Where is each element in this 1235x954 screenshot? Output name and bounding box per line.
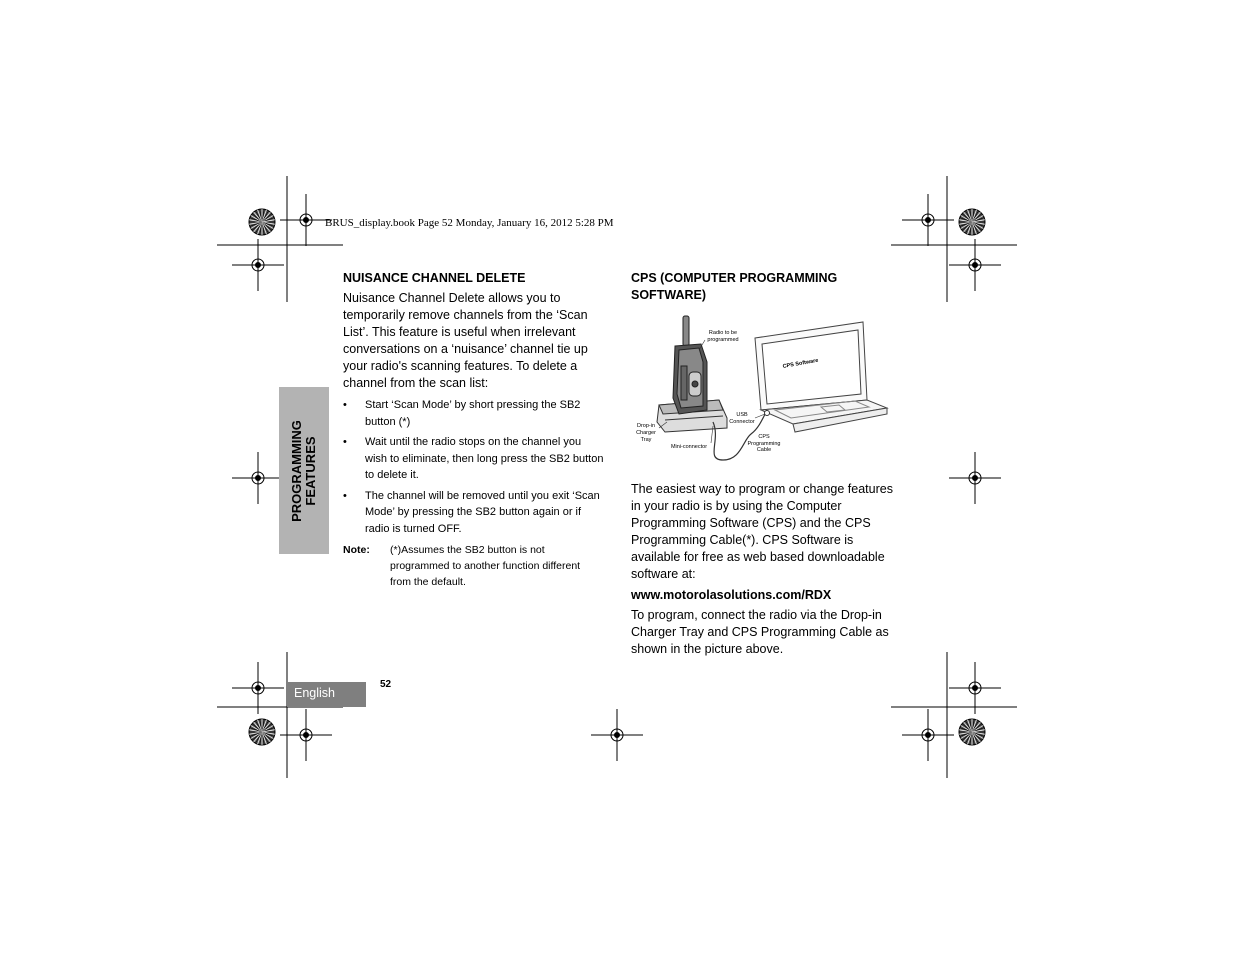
cps-url: www.motorolasolutions.com/RDX [631, 588, 832, 602]
bullet-icon: • [343, 399, 347, 411]
step-text: Start ‘Scan Mode’ by short pressing the SB2 button (*) [365, 399, 581, 428]
starburst-dial-icon [249, 719, 275, 745]
registration-target-icon [232, 239, 284, 291]
radio-label-1: Radio to be [708, 330, 738, 336]
list-item [343, 397, 605, 430]
registration-target-icon [949, 662, 1001, 714]
starburst-dial-icon [959, 719, 985, 745]
radio-label-2: programmed [707, 337, 739, 343]
section-side-tab [279, 387, 329, 554]
registration-target-icon [591, 709, 643, 761]
tray-label-2: Charger [636, 430, 656, 436]
usb-label-2: Connector [729, 419, 755, 425]
cps-heading [631, 270, 837, 304]
registration-target-icon [280, 709, 332, 761]
radio-icon [673, 316, 707, 414]
tray-label-3: Tray [640, 437, 652, 443]
side-tab-label [290, 420, 318, 522]
list-item [343, 488, 605, 538]
starburst-dial-icon [249, 209, 275, 235]
cps-paragraph-1: The easiest way to program or change features in your radio is by using the Computer Programming Software (CPS) and the CPS Programming Cable(*). CPS Software is available for free as web based downloadable software at: [631, 482, 893, 581]
usb-connector-icon [765, 411, 770, 416]
cps-paragraph-2: To program, connect the radio via the Drop-in Charger Tray and CPS Programming Cable as shown in the picture above. [631, 608, 889, 656]
bullet-icon: • [343, 436, 347, 448]
page-number: 52 [380, 679, 392, 690]
screen-label: CPS Software [782, 357, 819, 370]
note-label: Note: [343, 544, 370, 556]
tray-label-1: Drop-in [636, 423, 656, 429]
starburst-dial-icon [959, 209, 985, 235]
registration-target-icon [902, 194, 954, 246]
cps-connection-figure [625, 310, 895, 470]
bullet-icon: • [343, 489, 347, 502]
step-text: Wait until the radio stops on the channel you wish to eliminate, then long press the SB2 button to delete it. [365, 436, 604, 481]
cable-label-2: Programming [747, 441, 781, 447]
registration-target-icon [949, 239, 1001, 291]
registration-target-icon [232, 662, 284, 714]
laptop-icon [755, 322, 887, 432]
cps-heading-line1: CPS (COMPUTER PROGRAMMING [631, 271, 838, 285]
nuisance-heading: NUISANCE CHANNEL DELETE [343, 271, 526, 285]
language-label: English [294, 686, 335, 700]
cable-label-1: CPS [758, 434, 770, 440]
side-tab-line1: PROGRAMMING [289, 419, 304, 522]
book-header: BRUS_display.book Page 52 Monday, January 16, 2012 5:28 PM [325, 217, 614, 229]
nuisance-steps [343, 397, 605, 541]
registration-target-icon [949, 452, 1001, 504]
nuisance-intro: Nuisance Channel Delete allows you to temporarily remove channels from the ‘Scan List’. This feature is useful when irrelevant conversations on a ‘nuisance’ channel tie up your radio's scanning features. To delete a channel from the scan list: [343, 291, 588, 390]
cable-label-3: Cable [756, 447, 772, 453]
usb-label-1: USB [736, 412, 748, 418]
list-item [343, 434, 605, 484]
language-tab [287, 682, 366, 707]
mini-connector-label: Mini-connector [670, 444, 708, 450]
note-text: (*)Assumes the SB2 button is not programmed to another function different from the default. [390, 544, 581, 588]
registration-target-icon [902, 709, 954, 761]
step-text: The channel will be removed until you exit ‘Scan Mode’ by pressing the SB2 button again or if radio is turned OFF. [365, 489, 600, 535]
registration-target-icon [232, 452, 284, 504]
side-tab-line2: FEATURES [303, 435, 318, 506]
cps-heading-line2: SOFTWARE) [631, 288, 706, 302]
